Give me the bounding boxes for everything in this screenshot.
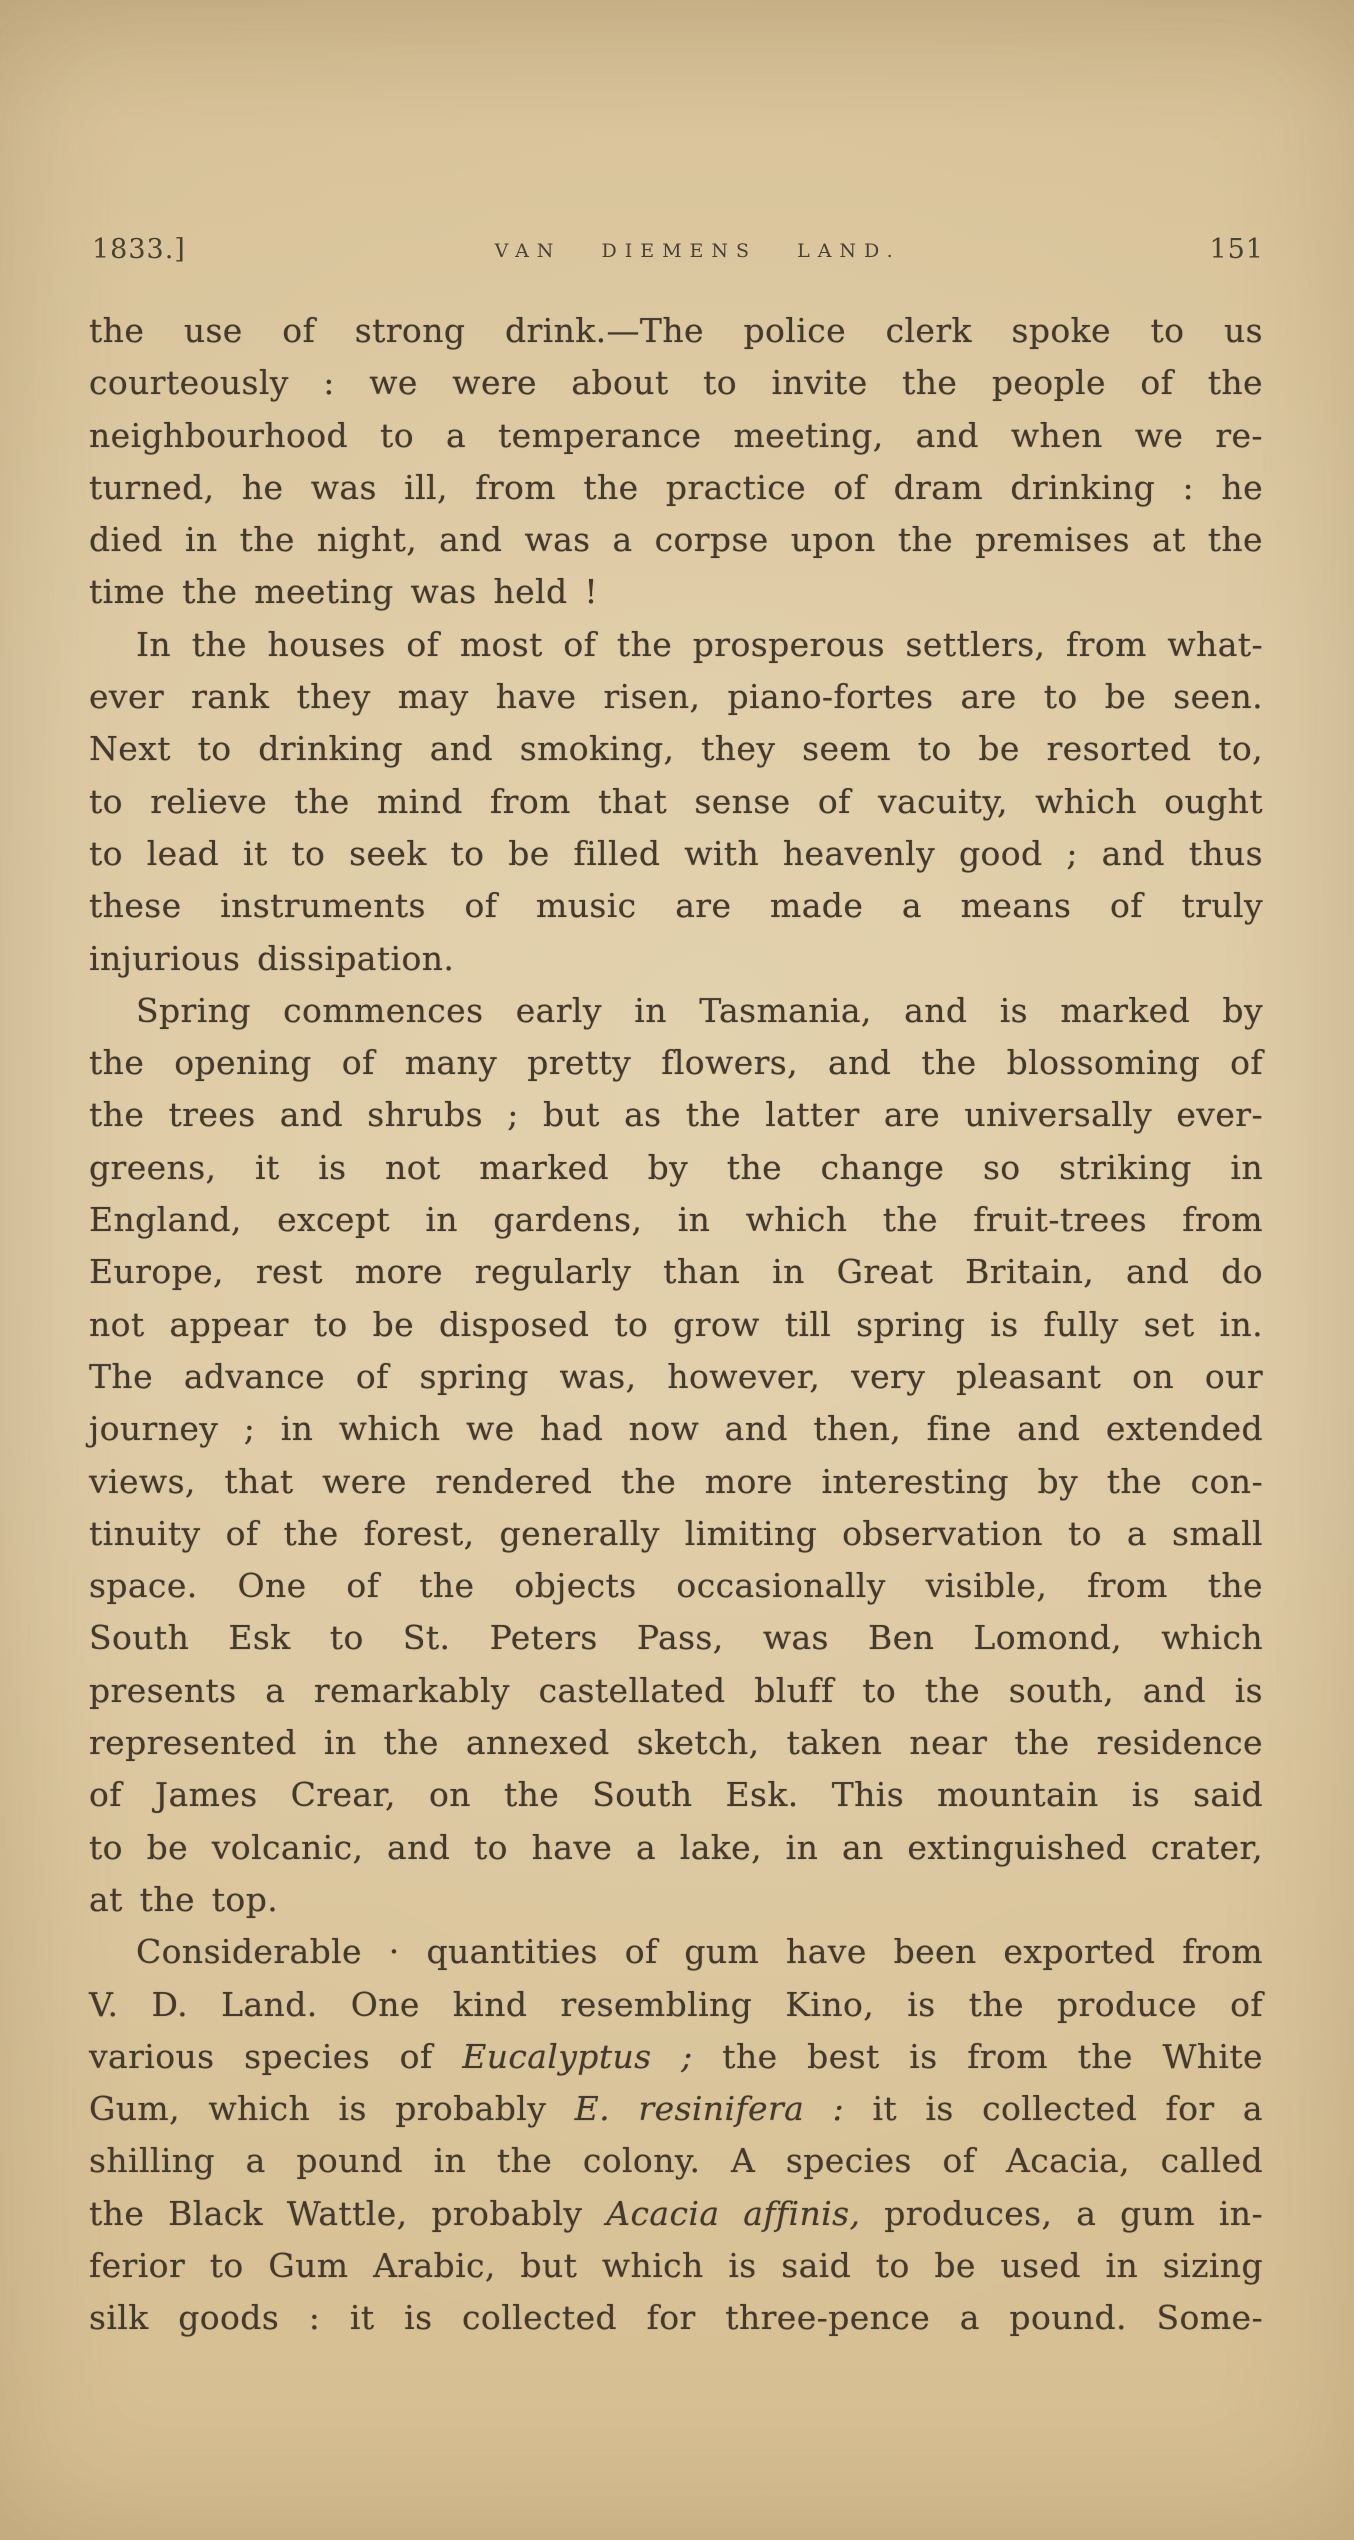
paragraph (89, 985, 1263, 1926)
text-segment: died in the night, and was a corpse upon the premises at the (89, 520, 1263, 560)
page-header (92, 234, 1264, 265)
text-line (89, 2240, 1263, 2292)
paragraph (89, 1926, 1263, 2344)
page-number: 151 (1209, 234, 1264, 265)
text-segment: at the top. (89, 1879, 279, 1919)
text-segment: Considerable · quantities of gum have been exported from (136, 1932, 1263, 1972)
text-segment: produces, a gum in- (860, 2193, 1264, 2233)
text-line (89, 566, 1263, 618)
text-segment: not appear to be disposed to grow till spring is fully set in. (89, 1304, 1263, 1344)
text-segment: ever rank they may have risen, piano-fortes are to be seen. (89, 677, 1263, 717)
text-segment: the use of strong drink.—The police clerk spoke to us (89, 311, 1263, 350)
text-line (89, 1979, 1263, 2031)
text-segment: views, that were rendered the more interesting by the con- (89, 1461, 1263, 1501)
text-line (89, 1299, 1263, 1351)
italic-text: Eucalyptus ; (462, 2036, 693, 2076)
text-line (89, 880, 1263, 932)
text-line (89, 1874, 1263, 1926)
text-line (89, 1665, 1263, 1717)
text-segment: The advance of spring was, however, very pleasant on our (89, 1356, 1263, 1396)
text-segment: Next to drinking and smoking, they seem to be resorted to, (89, 729, 1263, 769)
text-segment: to relieve the mind from that sense of vacuity, which ought (89, 781, 1263, 821)
text-line (89, 1926, 1263, 1978)
text-segment: various species of (89, 2036, 463, 2076)
text-segment: England, except in gardens, in which the fruit-trees from (89, 1200, 1263, 1240)
text-segment: injurious dissipation. (89, 938, 455, 978)
text-line (89, 933, 1263, 985)
text-line (89, 1246, 1263, 1298)
text-segment: turned, he was ill, from the practice of dram drinking : he (89, 467, 1263, 507)
text-line (89, 1403, 1263, 1455)
text-segment: the opening of many pretty flowers, and the blossoming of (89, 1043, 1263, 1083)
text-segment: silk goods : it is collected for three-pence a pound. Some- (89, 2298, 1263, 2338)
text-line (89, 1037, 1263, 1089)
text-segment: of James Crear, on the South Esk. This mountain is said (89, 1775, 1263, 1815)
text-line (89, 1508, 1263, 1560)
text-segment: presents a remarkably castellated bluff to the south, and is (89, 1670, 1263, 1710)
text-line (89, 1456, 1263, 1508)
text-segment: represented in the annexed sketch, taken near the residence (89, 1723, 1263, 1763)
text-line (89, 671, 1263, 723)
text-segment: ferior to Gum Arabic, but which is said to be used in sizing (89, 2245, 1263, 2285)
text-segment: Europe, rest more regularly than in Great Britain, and do (89, 1252, 1263, 1292)
text-line (89, 2188, 1263, 2240)
text-line (89, 723, 1263, 775)
text-segment: to be volcanic, and to have a lake, in an extinguished crater, (89, 1827, 1263, 1867)
text-segment: these instruments of music are made a means of truly (89, 886, 1263, 926)
text-line (89, 1822, 1263, 1874)
text-line (89, 1089, 1263, 1141)
text-line (89, 1612, 1263, 1664)
text-line (89, 2083, 1263, 2135)
text-line (89, 985, 1263, 1037)
text-line (89, 1560, 1263, 1612)
text-line (89, 2135, 1263, 2187)
text-segment: Gum, which is probably (89, 2089, 575, 2129)
text-segment: the Black Wattle, probably (89, 2193, 607, 2233)
text-segment: journey ; in which we had now and then, fine and extended (89, 1409, 1263, 1449)
text-line (89, 2292, 1263, 2344)
text-line (89, 1717, 1263, 1769)
text-line (89, 305, 1263, 357)
italic-text: E. resinifera : (574, 2089, 845, 2129)
text-segment: the best is from the White (692, 2036, 1263, 2076)
header-year: 1833.] (92, 234, 186, 265)
italic-text: Acacia affinis, (606, 2193, 861, 2233)
text-line (89, 2031, 1263, 2083)
text-line (89, 410, 1263, 462)
text-segment: to lead it to seek to be filled with heavenly good ; and thus (89, 833, 1263, 873)
text-segment: courteously : we were about to invite the people of the (89, 363, 1263, 403)
text-segment: V. D. Land. One kind resembling Kino, is the produce of (89, 1984, 1263, 2024)
text-line (89, 462, 1263, 514)
text-line (89, 1194, 1263, 1246)
text-line (89, 619, 1263, 671)
text-segment: shilling a pound in the colony. A species of Acacia, called (89, 2141, 1263, 2181)
text-line (89, 514, 1263, 566)
text-line (89, 1351, 1263, 1403)
text-segment: South Esk to St. Peters Pass, was Ben Lomond, which (89, 1618, 1263, 1658)
text-segment: neighbourhood to a temperance meeting, and when we re- (89, 415, 1263, 455)
text-segment: Spring commences early in Tasmania, and is marked by (136, 990, 1263, 1030)
text-line (89, 1769, 1263, 1821)
text-line (89, 776, 1263, 828)
text-segment: time the meeting was held ! (89, 572, 599, 612)
text-segment: tinuity of the forest, generally limiting observation to a small (89, 1513, 1263, 1553)
text-segment: it is collected for a (844, 2089, 1263, 2129)
text-line (89, 1142, 1263, 1194)
body-text (89, 305, 1263, 2345)
text-line (89, 828, 1263, 880)
text-segment: space. One of the objects occasionally visible, from the (89, 1566, 1263, 1606)
text-segment: In the houses of most of the prosperous settlers, from what- (136, 624, 1263, 664)
running-title: VAN DIEMENS LAND. (494, 240, 901, 262)
text-segment: greens, it is not marked by the change so striking in (89, 1147, 1263, 1187)
paragraph (89, 619, 1263, 985)
text-segment: the trees and shrubs ; but as the latter are universally ever- (89, 1095, 1263, 1135)
paragraph (89, 305, 1263, 619)
text-line (89, 357, 1263, 409)
